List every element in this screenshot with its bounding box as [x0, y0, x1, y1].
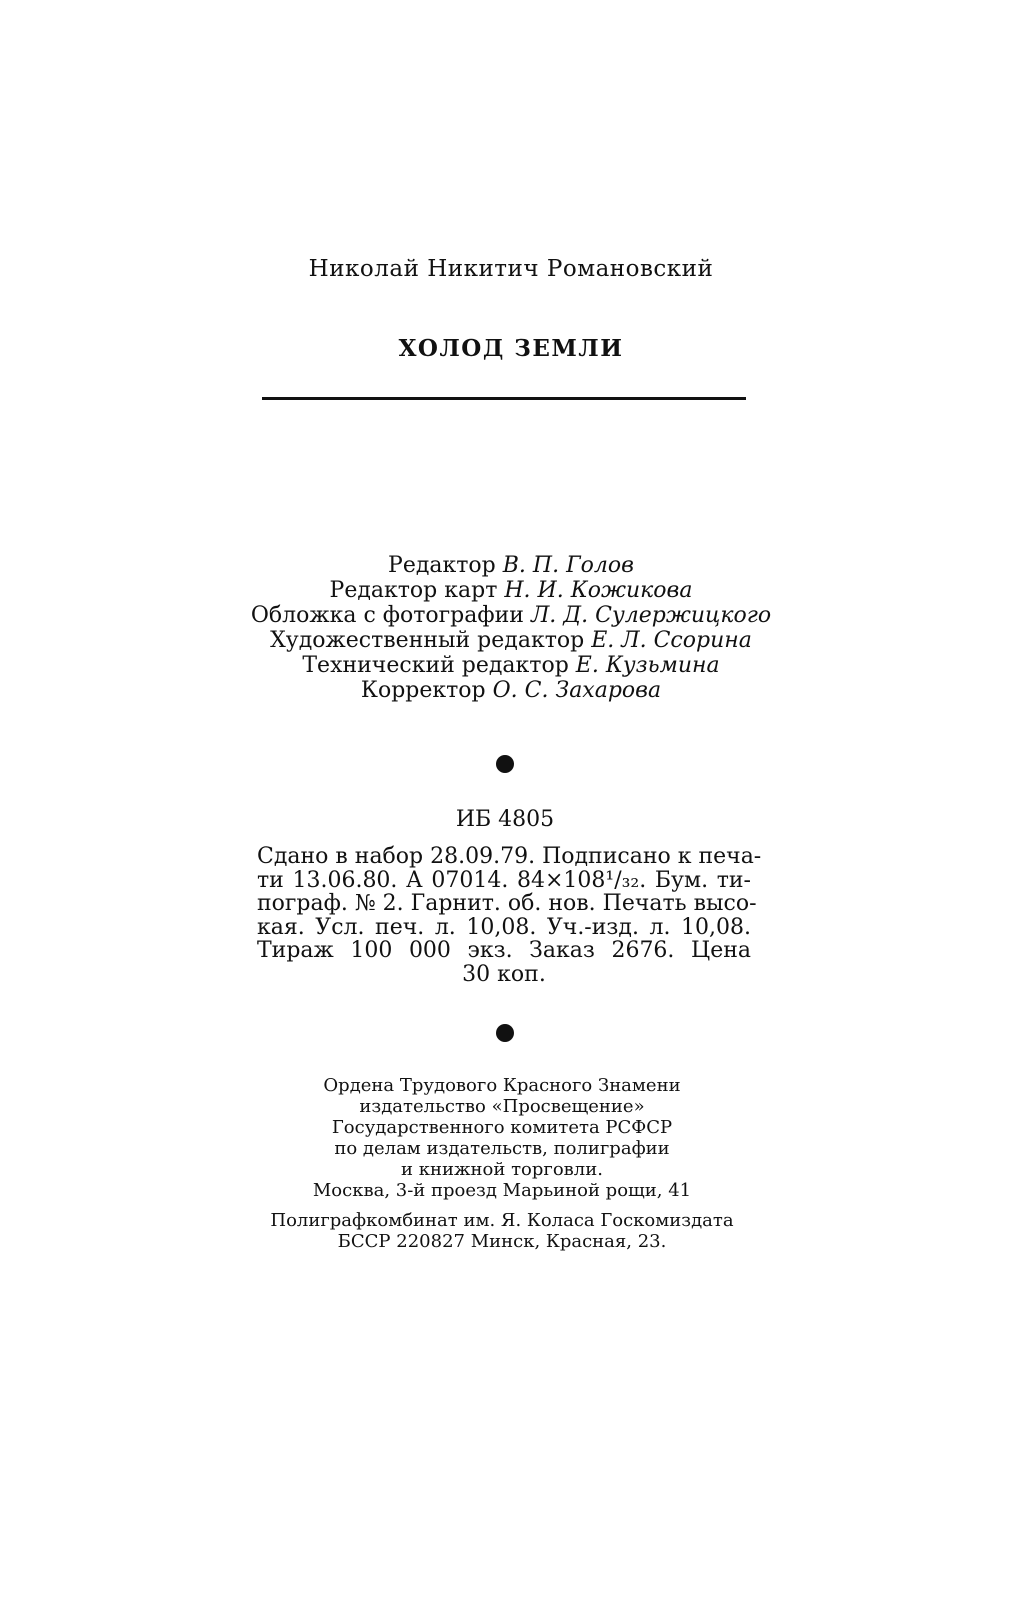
book-title: ХОЛОД ЗЕМЛИ — [398, 335, 624, 362]
printer-line: Полиграфкомбинат им. Я. Коласа Госкомиздата — [270, 1210, 734, 1231]
credit-line — [0, 603, 1022, 628]
bullet-separator — [496, 1024, 514, 1042]
credit-role: Редактор карт — [329, 578, 498, 603]
imprint-line: Сдано в набор 28.09.79. Подписано к печа- — [257, 844, 762, 869]
credit-line — [0, 653, 1022, 678]
credit-role: Обложка с фотографии — [250, 603, 524, 628]
credit-name: Е. Л. Ссорина — [591, 628, 752, 653]
credit-name: О. С. Захарова — [492, 678, 662, 703]
credit-line — [0, 553, 1022, 578]
imprint-line: кая. Усл. печ. л. 10,08. Уч.-изд. л. 10,08. — [257, 914, 751, 940]
imprint-line: ти 13.06.80. А 07014. 84×108¹/₃₂. Бум. ти- — [257, 867, 751, 893]
printer-line: БССР 220827 Минск, Красная, 23. — [337, 1231, 667, 1252]
credit-name: Н. И. Кожикова — [504, 578, 693, 603]
title-rule — [262, 397, 746, 400]
imprint-line: пограф. № 2. Гарнит. об. нов. Печать высо- — [257, 891, 757, 916]
publisher-line: и книжной торговли. — [401, 1159, 603, 1180]
credit-role: Художественный редактор — [270, 628, 585, 653]
publisher-line: по делам издательств, полиграфии — [334, 1138, 670, 1159]
publisher-line: Государственного комитета РСФСР — [331, 1117, 673, 1138]
credit-line — [0, 578, 1022, 603]
printer-block — [0, 1210, 1004, 1252]
imprint-price-line: 30 коп. — [462, 961, 546, 987]
publisher-block — [0, 1075, 1004, 1201]
credit-role: Технический редактор — [302, 653, 569, 678]
credit-name: В. П. Голов — [502, 553, 634, 578]
publisher-line: Москва, 3-й проезд Марьиной рощи, 41 — [312, 1180, 692, 1201]
credits-block — [0, 553, 1022, 703]
credit-line — [0, 678, 1022, 703]
credit-name: Л. Д. Сулержицкого — [530, 603, 772, 628]
credit-role: Корректор — [360, 678, 486, 703]
credit-role: Редактор — [388, 553, 496, 578]
bullet-separator — [496, 755, 514, 773]
credit-line — [0, 628, 1022, 653]
imprint-block — [257, 844, 762, 987]
author-name: Николай Никитич Романовский — [308, 256, 714, 282]
ib-number: ИБ 4805 — [455, 807, 555, 832]
publisher-line: Ордена Трудового Красного Знамени — [323, 1075, 681, 1096]
credit-name: Е. Кузьмина — [575, 653, 720, 678]
imprint-line: Тираж 100 000 экз. Заказ 2676. Цена — [257, 938, 751, 963]
publisher-line: издательство «Просвещение» — [359, 1096, 645, 1117]
